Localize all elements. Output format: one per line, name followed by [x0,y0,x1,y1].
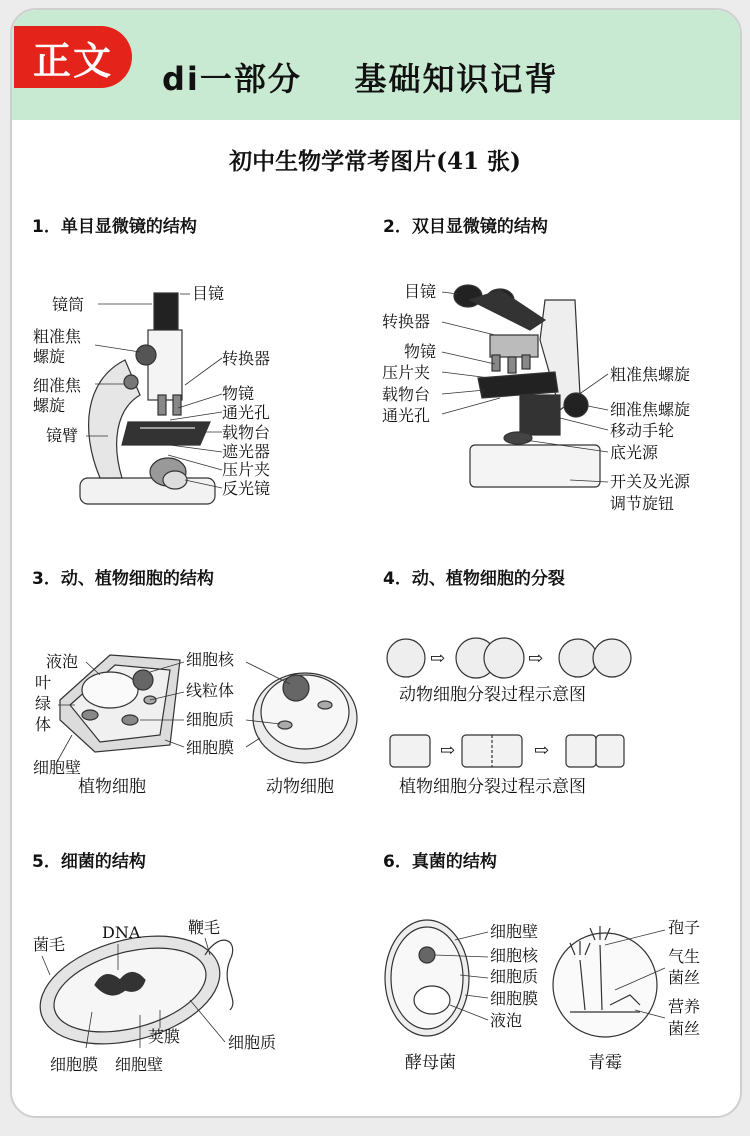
arrow-icon: ⇨ [534,740,550,761]
header-title: di一部分 基础知识记背 [162,60,559,98]
label-yelv-2: 绿 [35,694,52,713]
label-baozi: 孢子 [668,918,701,937]
monocular-microscope-illustration [80,293,215,504]
label-yepao: 液泡 [46,652,79,671]
penicillium-illustration [553,926,657,1037]
label-xibaozhi: 细胞质 [186,710,235,729]
label-kaiguan-2: 调节旋钮 [610,494,675,513]
caption-yeast: 酵母菌 [405,1053,456,1073]
section-tag: 正文 [14,26,132,88]
plant-division-illustration [390,735,624,767]
label-zaiwu: 载物台 [222,423,271,442]
section-3-title: 3．动、植物细胞的结构 [32,569,214,589]
animal-division-illustration [387,638,631,678]
label-xibaohe-6: 细胞核 [490,946,539,965]
label-xianliti: 线粒体 [186,681,235,700]
label-yelv-3: 体 [35,715,52,734]
label-bianmao: 鞭毛 [188,918,221,937]
label-yapian: 压片夹 [222,460,271,479]
arrow-icon: ⇨ [430,648,446,669]
label-zhuanhuan-2: 转换器 [382,312,431,331]
label-xizhun-2: 细准焦螺旋 [610,400,691,419]
caption-animal-cell: 动物细胞 [266,777,334,797]
label-xibaobi-6: 细胞壁 [490,922,539,941]
label-jiamo: 荚膜 [148,1027,181,1046]
label-yidong: 移动手轮 [610,421,675,440]
label-cuzhun-2: 粗准焦螺旋 [610,365,691,384]
label-xibaozhi-6: 细胞质 [490,967,539,986]
label-yingyang-2: 菌丝 [668,1019,701,1038]
label-xibaobi-5: 细胞壁 [115,1055,164,1074]
label-zhuanhuan: 转换器 [222,349,271,368]
label-wujing: 物镜 [222,384,255,403]
label-xibaomo-5: 细胞膜 [50,1055,99,1074]
label-yapian-2: 压片夹 [382,363,431,382]
yeast-illustration [385,920,469,1036]
page-title: 初中生物学常考图片(41 张) [229,148,521,175]
label-xibaomo-6: 细胞膜 [490,989,539,1008]
label-tongguang: 通光孔 [222,403,271,422]
section-4-title: 4．动、植物细胞的分裂 [383,569,565,589]
label-mujing: 目镜 [192,284,225,303]
caption-penicillium: 青霉 [588,1053,622,1073]
label-yelv-1: 叶 [35,673,52,692]
binocular-microscope-illustration [454,285,600,487]
label-dna: DNA [102,923,141,942]
label-yingyang-1: 营养 [668,997,701,1016]
arrow-icon: ⇨ [440,740,456,761]
label-cuzhun: 粗准焦 螺旋 [33,327,82,366]
section-5-title: 5．细菌的结构 [32,852,146,872]
label-yepao-6: 液泡 [490,1011,523,1030]
label-wujing-2: 物镜 [404,342,437,361]
caption-plant-cell: 植物细胞 [78,777,146,797]
section-2-title: 2．双目显微镜的结构 [383,217,548,237]
label-xibaozhi-5: 细胞质 [228,1033,277,1052]
label-tongjing: 镜筒 [52,295,85,314]
section-1-title: 1．单目显微镜的结构 [32,217,197,237]
label-xibaomo: 细胞膜 [186,738,235,757]
arrow-icon: ⇨ [528,648,544,669]
label-zheguang: 遮光器 [222,442,271,461]
animal-cell-illustration [253,673,357,763]
label-kaiguan-1: 开关及光源 [610,472,691,491]
label-jingbi: 镜臂 [46,426,79,445]
label-diguang: 底光源 [610,443,659,462]
label-zaiwu-2: 载物台 [382,385,431,404]
label-qisheng-2: 菌丝 [668,968,701,987]
label-xibaohe: 细胞核 [186,650,235,669]
label-tongguang-2: 通光孔 [382,406,431,425]
label-xibaobi: 细胞壁 [33,758,82,777]
caption-plant-division: 植物细胞分裂过程示意图 [399,777,586,797]
label-mujing-2: 目镜 [404,282,437,301]
caption-animal-division: 动物细胞分裂过程示意图 [399,685,586,705]
label-fanguang: 反光镜 [222,479,271,498]
label-junmao: 菌毛 [33,935,66,954]
label-xizhun: 细准焦 螺旋 [33,376,82,415]
section-6-title: 6．真菌的结构 [383,852,497,872]
label-qisheng-1: 气生 [668,947,701,966]
